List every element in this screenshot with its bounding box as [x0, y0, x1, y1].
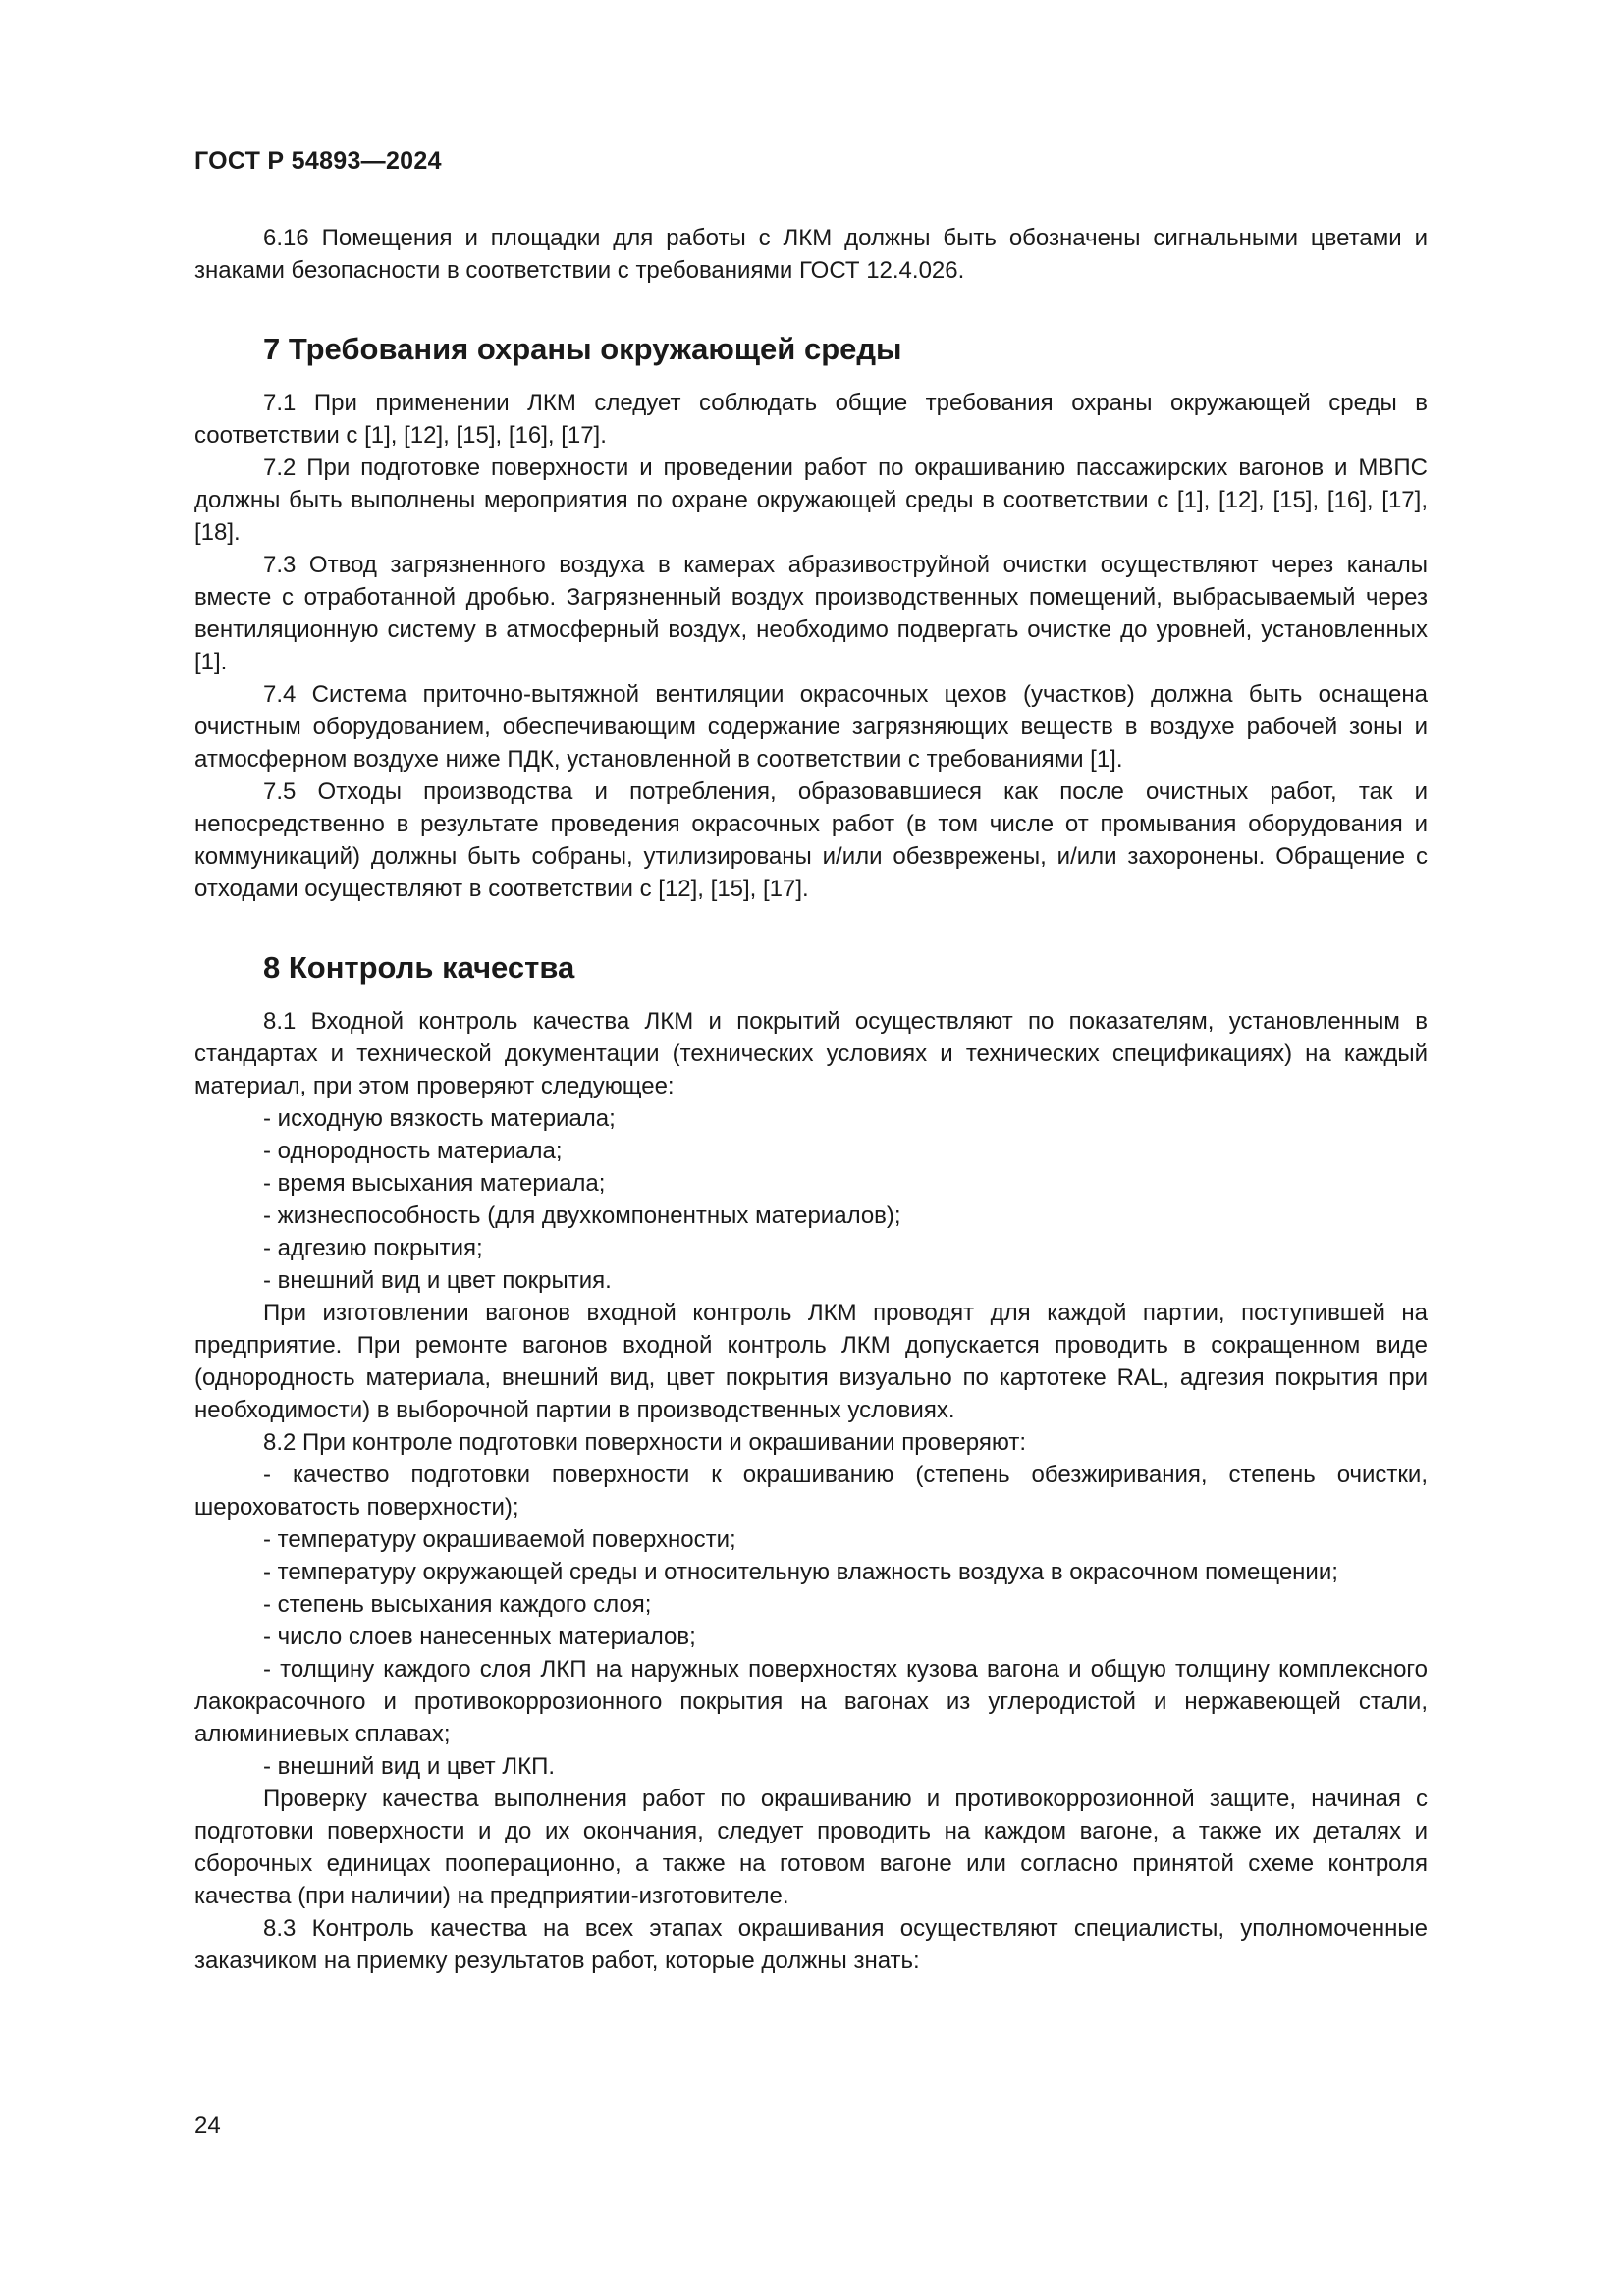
paragraph-7-3: 7.3 Отвод загрязненного воздуха в камерах абразивоструйной очистки осуществляют через каналы вместе с отработанной дробью. Загрязненный воздух производственных помещений, выбрасываемый через вентиляционную систему в атмосферный воздух, необходимо подвергать очистке до уровней, установленных [1]. — [194, 552, 1428, 675]
document-body — [194, 222, 1428, 1977]
list-item: - адгезию покрытия; — [263, 1235, 483, 1261]
list-item: - однородность материала; — [263, 1138, 563, 1164]
section-8-title: 8 Контроль качества — [263, 950, 575, 985]
list-item: - число слоев нанесенных материалов; — [263, 1624, 696, 1650]
list-item: - температуру окружающей среды и относительную влажность воздуха в окрасочном помещении; — [263, 1559, 1338, 1585]
paragraph-8-3: 8.3 Контроль качества на всех этапах окрашивания осуществляют специалисты, уполномоченные заказчиком на приемку результатов работ, которые должны знать: — [194, 1915, 1428, 1974]
document-code-header: ГОСТ Р 54893—2024 — [194, 147, 442, 175]
list-item: - жизнеспособность (для двухкомпонентных материалов); — [263, 1202, 901, 1229]
paragraph-7-2: 7.2 При подготовке поверхности и проведении работ по окрашиванию пассажирских вагонов и МВПС должны быть выполнены мероприятия по охране окружающей среды в соответствии с [1], [12], [15], [16], [17], [18]. — [194, 454, 1428, 546]
list-item: - внешний вид и цвет покрытия. — [263, 1267, 612, 1294]
list-item: - температуру окрашиваемой поверхности; — [263, 1526, 736, 1553]
list-item: - качество подготовки поверхности к окрашиванию (степень обезжиривания, степень очистки, шероховатость поверхности); — [194, 1462, 1428, 1521]
section-7-title: 7 Требования охраны окружающей среды — [263, 332, 902, 366]
list-item: - исходную вязкость материала; — [263, 1105, 616, 1132]
list-item: - степень высыхания каждого слоя; — [263, 1591, 652, 1618]
paragraph-8-2: 8.2 При контроле подготовки поверхности и окрашивании проверяют: — [263, 1429, 1026, 1456]
paragraph-8-1: 8.1 Входной контроль качества ЛКМ и покрытий осуществляют по показателям, установленным в стандартах и технической документации (технических условиях и технических спецификациях) на каждый материал, при этом проверяют следующее: — [194, 1008, 1428, 1099]
paragraph-8-2-quality-check: Проверку качества выполнения работ по окрашиванию и противокоррозионной защите, начиная с подготовки поверхности и до их окончания, следует проводить на каждом вагоне, а также их деталях и сборочных единицах пооперационно, а также на готовом вагоне или согласно принятой схеме контроля качества (при наличии) на предприятии-изготовителе. — [194, 1786, 1428, 1909]
paragraph-7-4: 7.4 Система приточно-вытяжной вентиляции окрасочных цехов (участков) должна быть оснащена очистным оборудованием, обеспечивающим содержание загрязняющих веществ в воздухе рабочей зоны и атмосферном воздухе ниже ПДК, установленной в соответствии с требованиями [1]. — [194, 681, 1428, 773]
list-item: - время высыхания материала; — [263, 1170, 606, 1197]
list-item: - внешний вид и цвет ЛКП. — [263, 1753, 555, 1780]
list-item: - толщину каждого слоя ЛКП на наружных поверхностях кузова вагона и общую толщину комплексного лакокрасочного и противокоррозионного покрытия на вагонах из углеродистой и нержавеющей стали, алюминиевых сплавах; — [194, 1656, 1428, 1747]
paragraph-6-16: 6.16 Помещения и площадки для работы с ЛКМ должны быть обозначены сигнальными цветами и знаками безопасности в соответствии с требованиями ГОСТ 12.4.026. — [194, 225, 1428, 284]
paragraph-8-1-incoming-control: При изготовлении вагонов входной контроль ЛКМ проводят для каждой партии, поступившей на предприятие. При ремонте вагонов входной контроль ЛКМ допускается проводить в сокращенном виде (однородность материала, внешний вид, цвет покрытия визуально по картотеке RAL, адгезия покрытия при необходимости) в выборочной партии в производственных условиях. — [194, 1300, 1428, 1423]
page-number: 24 — [194, 2112, 221, 2139]
paragraph-7-1: 7.1 При применении ЛКМ следует соблюдать общие требования охраны окружающей среды в соответствии с [1], [12], [15], [16], [17]. — [194, 390, 1428, 449]
paragraph-7-5: 7.5 Отходы производства и потребления, образовавшиеся как после очистных работ, так и непосредственно в результате проведения окрасочных работ (в том числе от промывания оборудования и коммуникаций) должны быть собраны, утилизированы и/или обезврежены, и/или захоронены. Обращение с отходами осуществляют в соответствии с [12], [15], [17]. — [194, 778, 1428, 902]
